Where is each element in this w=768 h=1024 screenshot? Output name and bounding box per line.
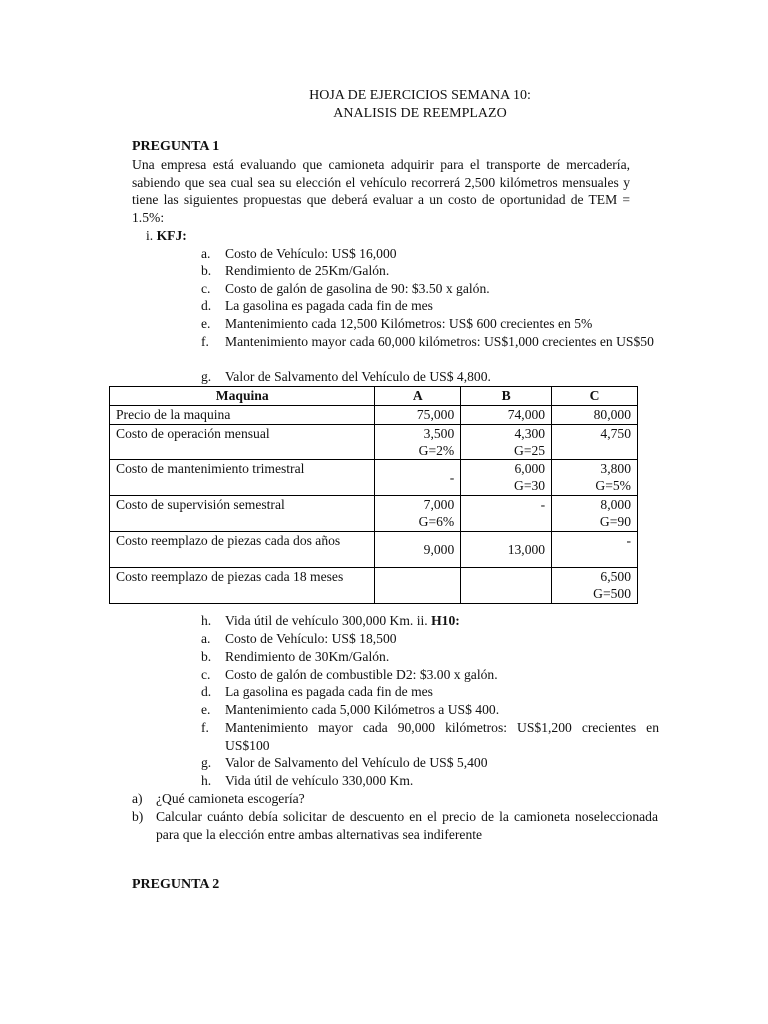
question-1-intro: Una empresa está evaluando que camioneta adquirir para el transporte de mercadería, sabiendo que sea cual sea su elección el vehículo recorrerá 2,500 kilómetros mensuales y tiene las siguientes propuestas que deberá evaluar a un costo de oportunidad de TEM = 1.5%: xyxy=(132,157,630,225)
list-item-text: Costo de Vehículo: US$ 16,000 xyxy=(225,246,397,261)
cell-c xyxy=(552,568,638,604)
list-item-label: a. xyxy=(201,246,211,261)
list-item-text: Mantenimiento cada 12,500 Kilómetros: US$ 600 crecientes en 5% xyxy=(225,316,593,331)
document-title-line1: HOJA DE EJERCICIOS SEMANA 10: xyxy=(309,88,531,103)
cell-a: - xyxy=(375,460,461,496)
cell-value: 3,500 xyxy=(423,426,455,441)
list-item-label: e. xyxy=(201,702,211,717)
table-header-cell: A xyxy=(375,387,461,406)
cell-b: 13,000 xyxy=(461,532,552,568)
list-item-text: Valor de Salvamento del Vehículo de US$ 4,800. xyxy=(225,369,491,384)
cell-a xyxy=(375,568,461,604)
cell-value: 4,750 xyxy=(600,426,631,441)
question-item-text: Calcular cuánto debía solicitar de descuento en el precio de la camioneta noseleccionada para que la elección entre ambas alternativas sea indiferente xyxy=(156,809,658,842)
table-row xyxy=(110,406,638,425)
list-item-text: Mantenimiento mayor cada 90,000 kilómetros: US$1,200 crecientes en US$100 xyxy=(225,720,659,753)
list-item-text: La gasolina es pagada cada fin de mes xyxy=(225,684,433,699)
list-item-text: La gasolina es pagada cada fin de mes xyxy=(225,298,433,313)
option-h10-name: H10: xyxy=(431,613,460,628)
row-label: Costo de operación mensual xyxy=(110,425,375,460)
list-item-text: Rendimiento de 25Km/Galón. xyxy=(225,263,390,278)
list-item-text: Mantenimiento cada 5,000 Kilómetros a US$ 400. xyxy=(225,702,500,717)
cell-c xyxy=(552,496,638,532)
cell-c xyxy=(552,460,638,496)
cell-gradient: G=5% xyxy=(595,478,631,493)
cell-c xyxy=(552,425,638,460)
document-title-line2: ANALISIS DE REEMPLAZO xyxy=(333,106,507,121)
question-1-heading: PREGUNTA 1 xyxy=(132,139,220,154)
table-row xyxy=(110,568,638,604)
option-kfj-heading xyxy=(146,227,187,245)
row-label: Costo de mantenimiento trimestral xyxy=(110,460,375,496)
option-numeral: i. xyxy=(146,228,154,243)
list-item-label: d. xyxy=(201,298,212,313)
cell-c: 80,000 xyxy=(552,406,638,425)
list-item-label: f. xyxy=(201,720,209,735)
list-item-text: Mantenimiento mayor cada 60,000 kilómetros: US$1,000 crecientes en US$50 xyxy=(225,334,654,349)
list-item-text: Costo de galón de gasolina de 90: $3.50 x galón. xyxy=(225,281,490,296)
row-label: Precio de la maquina xyxy=(110,406,375,425)
cell-value: 3,800 xyxy=(600,461,631,476)
cell-value: 8,000 xyxy=(600,497,631,512)
list-item-label: g. xyxy=(201,369,212,384)
row-label: Costo de supervisión semestral xyxy=(110,496,375,532)
list-item-text: Costo de galón de combustible D2: $3.00 x galón. xyxy=(225,667,498,682)
list-item-label: f. xyxy=(201,334,209,349)
cell-value: 6,000 xyxy=(514,461,546,476)
cell-b xyxy=(461,460,552,496)
table-row xyxy=(110,425,638,460)
list-item-text: Costo de Vehículo: US$ 18,500 xyxy=(225,631,397,646)
cell-gradient: G=30 xyxy=(514,478,546,493)
cell-gradient: G=25 xyxy=(514,443,546,458)
list-item-label: g. xyxy=(201,755,212,770)
table-header-cell: B xyxy=(461,387,552,406)
cell-gradient: G=500 xyxy=(593,586,631,601)
list-item-label: h. xyxy=(201,613,212,628)
list-item-text: Valor de Salvamento del Vehículo de US$ 5,400 xyxy=(225,755,488,770)
machine-comparison-table xyxy=(109,386,638,604)
cell-c: - xyxy=(552,532,638,568)
list-item-label: b. xyxy=(201,263,212,278)
cell-a xyxy=(375,496,461,532)
list-item-text: Vida útil de vehículo 330,000 Km. xyxy=(225,773,414,788)
cell-gradient: G=6% xyxy=(418,514,455,529)
question-item-label: a) xyxy=(132,791,143,806)
list-item-label: h. xyxy=(201,773,212,788)
list-item-text: Rendimiento de 30Km/Galón. xyxy=(225,649,390,664)
cell-b: 74,000 xyxy=(461,406,552,425)
cell-value: 6,500 xyxy=(600,569,631,584)
table-header-cell: C xyxy=(552,387,638,406)
item-h-text: Vida útil de vehículo 300,000 Km. ii. xyxy=(225,613,428,628)
cell-value: 7,000 xyxy=(423,497,455,512)
cell-a: 9,000 xyxy=(375,532,461,568)
list-item-label: e. xyxy=(201,316,211,331)
table-row xyxy=(110,496,638,532)
list-item-text xyxy=(225,612,659,630)
row-label: Costo reemplazo de piezas cada dos años xyxy=(110,532,375,568)
cell-gradient: G=90 xyxy=(599,514,631,529)
list-item-label: b. xyxy=(201,649,212,664)
question-2-heading: PREGUNTA 2 xyxy=(132,877,220,892)
table-row xyxy=(110,460,638,496)
table-header-cell: Maquina xyxy=(110,387,375,406)
cell-a: 75,000 xyxy=(375,406,461,425)
option-name: KFJ: xyxy=(156,228,187,243)
cell-b xyxy=(461,425,552,460)
cell-b xyxy=(461,568,552,604)
cell-value: 4,300 xyxy=(514,426,546,441)
table-header-row xyxy=(110,387,638,406)
question-item-label: b) xyxy=(132,809,144,824)
row-label: Costo reemplazo de piezas cada 18 meses xyxy=(110,568,375,604)
list-item-label: d. xyxy=(201,684,212,699)
list-item-label: a. xyxy=(201,631,211,646)
table-row xyxy=(110,532,638,568)
cell-a xyxy=(375,425,461,460)
list-item-label: c. xyxy=(201,281,211,296)
cell-b: - xyxy=(461,496,552,532)
list-item-label: c. xyxy=(201,667,211,682)
question-item-text: ¿Qué camioneta escogería? xyxy=(156,791,305,806)
cell-gradient: G=2% xyxy=(418,443,455,458)
